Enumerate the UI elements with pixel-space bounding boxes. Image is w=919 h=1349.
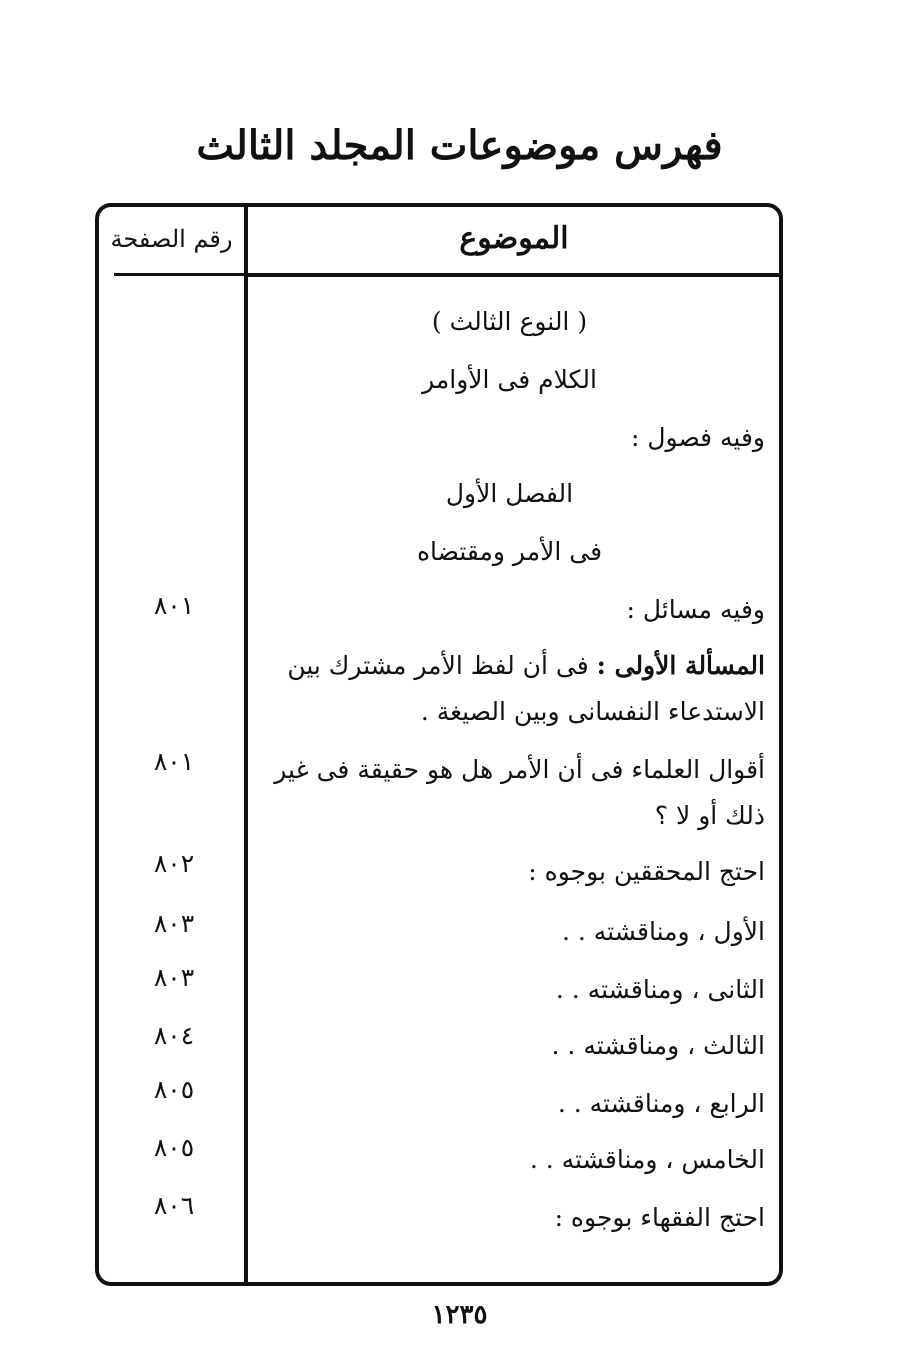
page-folio-number: ١٢٣٥ [431,1300,488,1330]
toc-entry-page-number: ٨٠١ [153,591,195,620]
toc-entry-chapter-subheading: فى الأمر ومقتضاه [416,537,603,566]
toc-entry-argument: الثانى ، ومناقشته . . [555,975,765,1004]
toc-entry-part-heading: ( النوع الثالث ) [431,307,588,336]
toc-entry-page-number: ٨٠٢ [153,849,195,878]
toc-entry-page-number: ٨٠٦ [153,1191,195,1220]
toc-entry-argument: الخامس ، ومناقشته . . [529,1145,765,1174]
toc-entry-section-heading: الكلام فى الأوامر [422,365,597,394]
toc-entry-arguments: احتج المحققين بوجوه : [528,857,765,886]
toc-entry-text: فى أن لفظ الأمر مشترك بين الاستدعاء النفسانى وبين الصيغة . [287,651,765,726]
toc-entry-issues-intro: وفيه مسائل : [626,595,765,624]
toc-table [95,203,783,1286]
toc-entry-page-number: ٨٠١ [153,747,195,776]
toc-entry-scholars-views: أقوال العلماء فى أن الأمر هل هو حقيقة فى غير ذلك أو لا ؟ [274,755,765,830]
toc-entry-page-number: ٨٠٣ [153,963,195,992]
header-divider-page-column [114,273,244,276]
toc-entry-page-number: ٨٠٣ [153,909,195,938]
toc-entry-argument: الثالث ، ومناقشته . . [551,1031,765,1060]
toc-entry-argument: الرابع ، ومناقشته . . [557,1089,765,1118]
toc-entry-page-number: ٨٠٤ [153,1021,195,1050]
toc-entry-page-number: ٨٠٥ [153,1075,195,1104]
page-title: فهرس موضوعات المجلد الثالث [196,122,723,169]
header-divider [244,273,779,277]
toc-entry-lead: المسألة الأولى : [596,651,765,680]
toc-entry-page-number: ٨٠٥ [153,1133,195,1162]
toc-entry-arguments: احتج الفقهاء بوجوه : [554,1203,765,1232]
toc-entry-first-issue [254,643,765,735]
toc-entry-argument: الأول ، ومناقشته . . [561,917,765,946]
toc-entry-chapter-heading: الفصل الأول [445,479,574,508]
column-divider [244,207,248,1282]
page-number-column-header: رقم الصفحة [110,225,233,253]
topic-column-header: الموضوع [459,221,569,256]
toc-entry-chapters-intro: وفيه فصول : [631,423,765,452]
